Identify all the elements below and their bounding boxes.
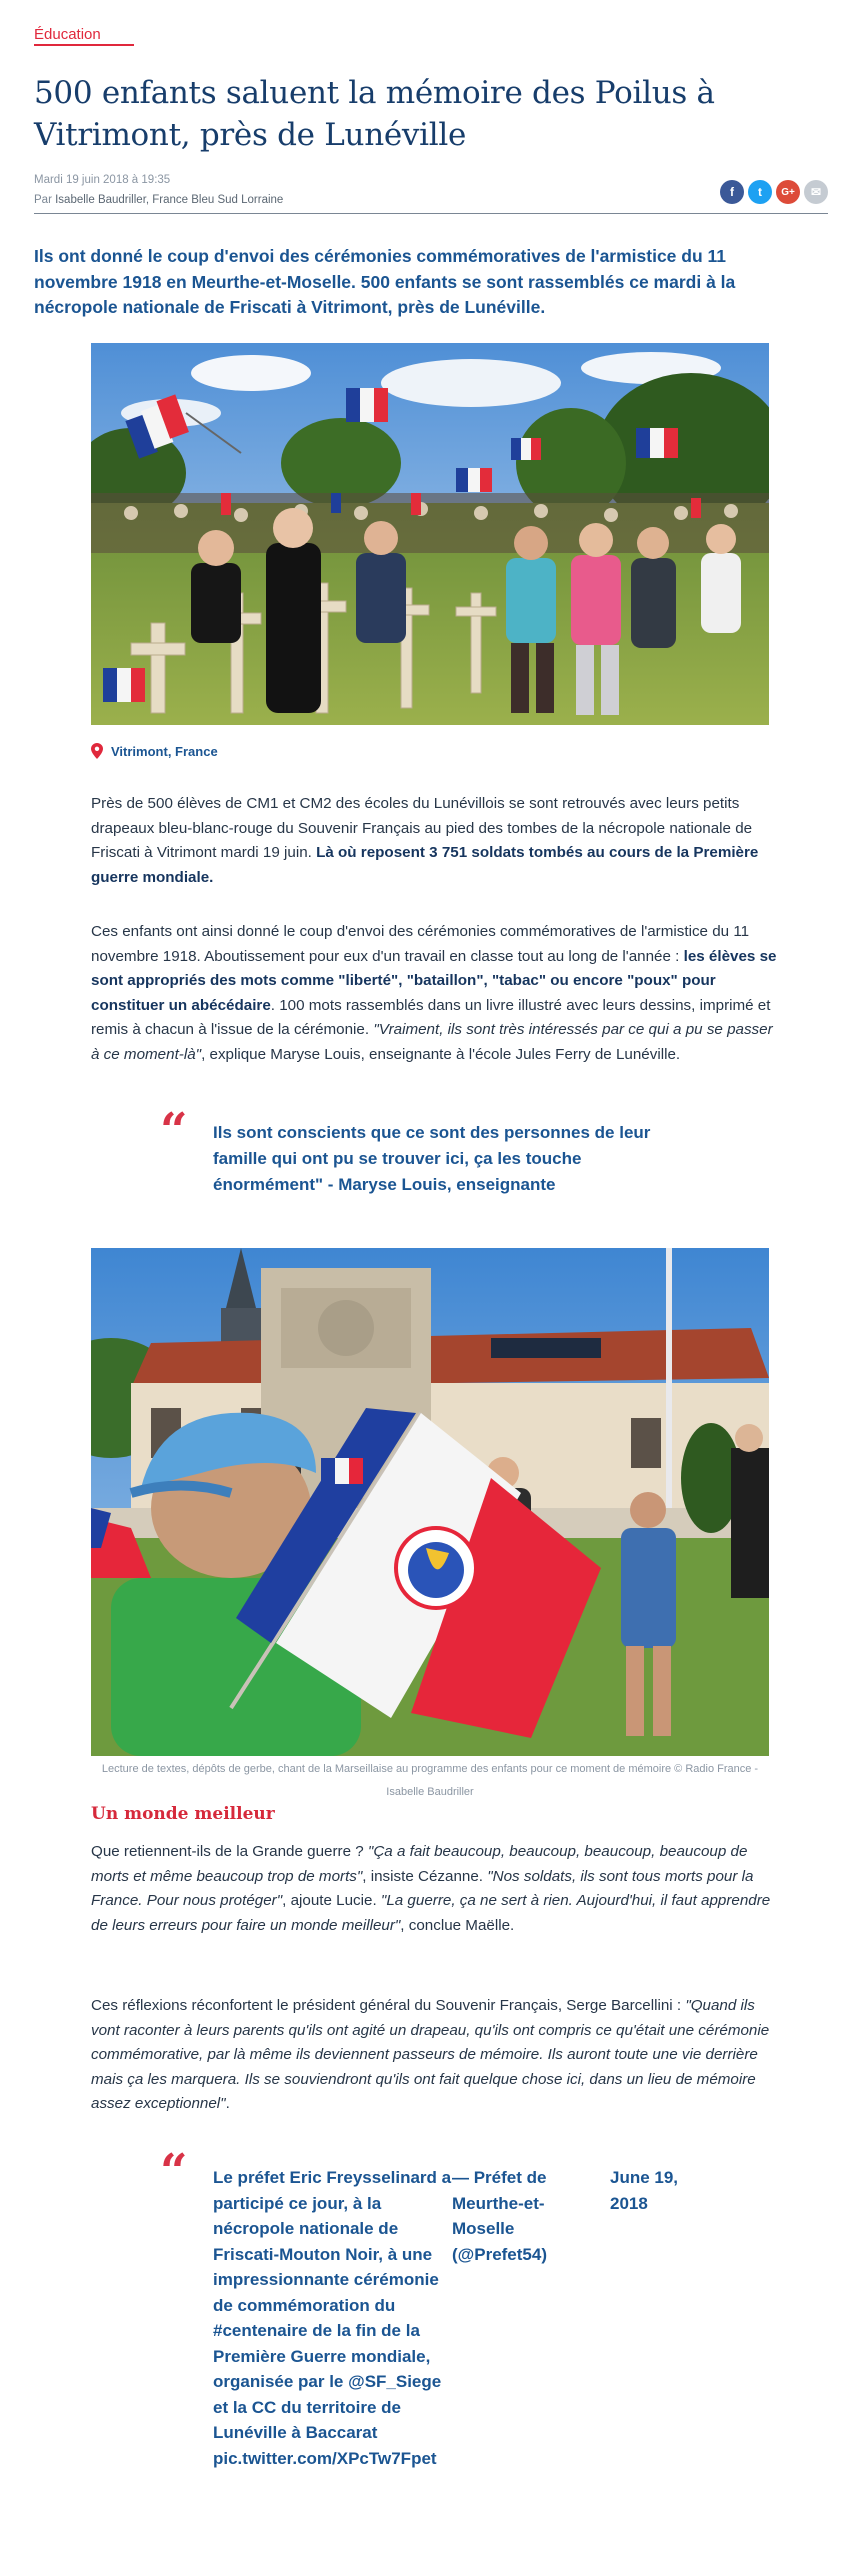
paragraph-2-text1: Ces enfants ont ainsi donné le coup d'envoi des cérémonies commémoratives de l'armistice du 11 novembre 1918. Aboutissement pour eux d'un travail en classe tout au long de l'année : (91, 923, 750, 965)
paragraph-4-quote: "Quand ils vont raconter à leurs parents qu'ils ont agité un drapeau, qu'ils ont compris ce qu'était une cérémonie commémorative, par là même ils deviennent passeurs de mémoire. Ils auront toute une vie derrière mais ça les marquera. Ils se souviendront qu'ils ont fait quelque chose ici, dans un lieu de mémoire assez exceptionnel" (91, 1997, 770, 2112)
tweet-date[interactable]: June 19, 2018 (610, 2168, 679, 2213)
share-buttons (720, 180, 828, 204)
author-link[interactable]: Isabelle Baudriller, France Bleu Sud Lorraine (55, 194, 284, 206)
paragraph-4-text: Ces réflexions réconfortent le président général du Souvenir Français, Serge Barcellini : (91, 1997, 686, 2014)
paragraph-2-text3: , explique Maryse Louis, enseignante à l'école Jules Ferry de Lunéville. (201, 1045, 681, 1063)
tweet-text: Le préfet Eric Freysselinard a participé ce jour, à la nécropole nationale de Friscati-Mouton Noir, à une impressionnante cérémonie de commémoration du #centenaire de la fin de la Première Guerre mondiale, organisée par le @SF_Siege et la CC du territoire de Lunéville à Baccarat pic.twitter.com/XPcTw7Fpet (213, 2168, 452, 2468)
paragraph-3-text1: Que retiennent-ils de la Grande guerre ? (91, 1843, 368, 1860)
location-label[interactable] (91, 743, 218, 759)
paragraph-3-quote1: "Ça a fait beaucoup, beaucoup, beaucoup, beaucoup de morts et même beaucoup trop de morts" (91, 1843, 748, 1885)
twitter-share-icon[interactable]: t (748, 180, 772, 204)
paragraph-4-end: . (225, 2095, 230, 2112)
section-heading: Un monde meilleur (91, 1804, 275, 1824)
byline-prefix: Par (34, 194, 52, 206)
paragraph-3 (91, 1840, 781, 1938)
paragraph-3-text2: , insiste Cézanne. (362, 1867, 488, 1885)
article-title: 500 enfants saluent la mémoire des Poilus à Vitrimont, près de Lunéville (34, 75, 715, 153)
pull-quote: Ils sont conscients que ce sont des personnes de leur famille qui ont pu se trouver ici, ça les touche énormément" - Maryse Louis, enseignante (213, 1123, 651, 1194)
publish-date: Mardi 19 juin 2018 à 19:35 (34, 174, 171, 186)
category-link[interactable]: Éducation (34, 26, 101, 43)
paragraph-2-bold: les élèves se sont appropriés des mots comme "liberté", "bataillon", "tabac" ou encore "poux" pour constituer un abécédaire (91, 947, 777, 1014)
photo-caption: Lecture de textes, dépôts de gerbe, chant de la Marseillaise au programme des enfants pour ce moment de mémoire © Radio France - Isabelle Baudriller (101, 1763, 759, 1798)
email-share-icon[interactable]: ✉ (804, 180, 828, 204)
paragraph-3-quote3: "La guerre, ça ne sert à rien. Aujourd'hui, il faut apprendre de leurs erreurs pour faire un monde meilleur" (91, 1892, 771, 1934)
paragraph-3-text3: , ajoute Lucie. (282, 1892, 381, 1909)
article-lead: Ils ont donné le coup d'envoi des cérémonies commémoratives de l'armistice du 11 novembre 1918 en Meurthe-et-Moselle. 500 enfants se sont rassemblés ce mardi à la nécropole nationale de Friscati à Vitrimont, près de Lunéville. (34, 246, 736, 317)
paragraph-1-bold: Là où reposent 3 751 soldats tombés au cours de la Première guerre mondiale. (91, 844, 759, 886)
googleplus-share-icon[interactable]: G+ (776, 180, 800, 204)
location-text: Vitrimont, France (111, 743, 218, 759)
paragraph-2-text2: . 100 mots rassemblés dans un livre illustré avec leurs dessins, imprimé et remis à chacun à l'issue de la cérémonie. (91, 996, 771, 1038)
category-underline (34, 44, 134, 46)
paragraph-1 (91, 792, 781, 890)
tweet-quote-mark-icon: “ (160, 2144, 188, 2200)
paragraph-3-text4: , conclue Maëlle. (400, 1916, 515, 1934)
photo-children-flags[interactable] (91, 343, 769, 725)
map-pin-icon (91, 743, 103, 759)
facebook-share-icon[interactable]: f (720, 180, 744, 204)
byline (34, 190, 283, 210)
paragraph-3-quote2: "Nos soldats, ils sont tous morts pour la France. Pour nous protéger" (91, 1867, 754, 1909)
photo-boy-with-flag[interactable] (91, 1248, 769, 1756)
tweet-author[interactable]: — Préfet de Meurthe-et-Moselle (@Prefet54) (452, 2168, 547, 2264)
article-meta (34, 170, 283, 210)
paragraph-2-quote: "Vraiment, ils sont très intéressés par ce qui a pu se passer à ce moment-là" (91, 1021, 773, 1063)
paragraph-2 (91, 920, 781, 1067)
paragraph-1-text: Près de 500 élèves de CM1 et CM2 des écoles du Lunévillois se sont retrouvés avec leurs petits drapeaux bleu-blanc-rouge du Souvenir Français au pied des tombes de la nécropole nationale de Friscati à Vitrimont mardi 19 juin. (91, 795, 753, 861)
paragraph-4 (91, 1994, 781, 2117)
meta-divider (34, 213, 828, 214)
quote-mark-icon: “ (160, 1103, 188, 1159)
